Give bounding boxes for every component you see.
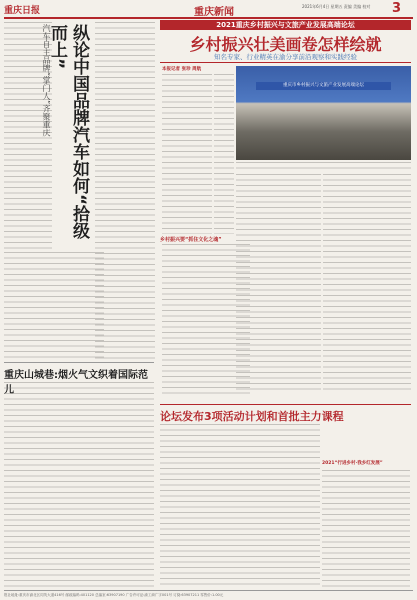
byline: 本报记者 张珍 周航 — [162, 67, 202, 72]
divider — [160, 62, 411, 63]
forum-photo — [236, 66, 411, 160]
divider — [160, 404, 411, 405]
page-number: 3 — [392, 1, 402, 16]
photo-banner: 重庆市乡村振兴与文旅产业发展高端论坛 — [256, 82, 391, 90]
mid-headline: 乡村振兴要“抓住文化之魂” — [160, 237, 222, 243]
bottom-left-article-text — [4, 382, 154, 588]
left-vertical-headline: 纵论中国品牌汽车如何“拾级而上” — [47, 24, 89, 240]
bottom-column-heading: 2021“行进乡村·我乡红发展” — [322, 461, 383, 466]
masthead — [4, 3, 413, 19]
section-title: 重庆新闻 — [194, 7, 234, 18]
feature-text-col-4 — [236, 174, 321, 394]
feature-subheadline: 知名专家、行业精英在渝分享前沿观察和实践经验 — [214, 53, 357, 61]
left-article-text-2 — [4, 252, 104, 360]
series-bar: 2021重庆乡村振兴与文旅产业发展高端论坛 — [160, 20, 411, 30]
left-vertical-subheadline: 汽车自主品牌“掌门人”齐聚重庆 — [42, 24, 51, 137]
bottom-text-right — [322, 470, 410, 588]
feature-text-col-1 — [162, 74, 212, 234]
photo-caption — [236, 162, 411, 172]
feature-text-col-2 — [214, 74, 234, 234]
newspaper-logo: 重庆日报 — [4, 6, 41, 16]
left-article-text-3 — [95, 22, 155, 360]
feature-headline: 乡村振兴壮美画卷怎样绘就 — [189, 35, 382, 54]
bottom-headline: 论坛发布3项活动计划和首批主力课程 — [160, 410, 344, 423]
bottom-left-headline: 重庆山城巷:烟火气文织着国际范儿 — [4, 370, 148, 396]
footer: 报社地址:重庆市渝北区同茂大道416号 邮政编码:401120 总编室:63907190 广告许可证:渝工商广字001号 订阅:63907211 零售价:1.00元 — [4, 590, 413, 599]
feature-text-col-5 — [323, 174, 411, 394]
issue-info: 2021年6月4日 星期五 责编 美编 校对 — [302, 4, 371, 9]
bottom-text-left — [160, 424, 320, 588]
divider — [4, 362, 154, 363]
